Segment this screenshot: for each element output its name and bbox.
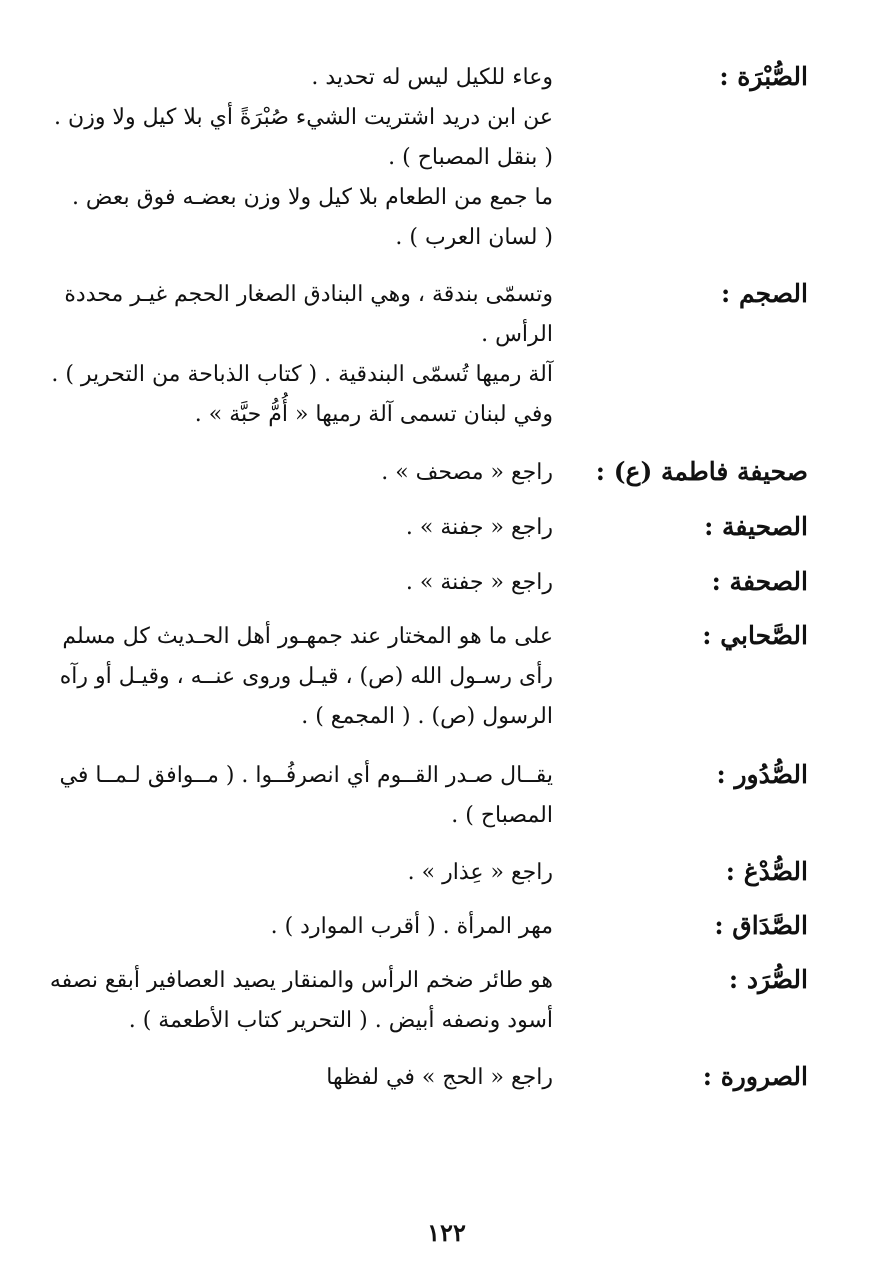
definition-line: ( لسان العرب ) .: [395, 225, 553, 250]
definition-line: الرأس .: [481, 322, 553, 347]
definition-line: رأى رسـول الله (ص) ، قيـل وروى عنــه ، وقيـل أو رآه: [59, 664, 553, 689]
entry-term: الصجم :: [721, 279, 808, 308]
definition-line: وعاء للكيل ليس له تحديد .: [311, 65, 553, 90]
entry-term: الصُّرَد :: [728, 965, 808, 994]
page-number: ١٢٢: [427, 1218, 466, 1247]
entry-definition: [23, 756, 553, 836]
entry-definition: [23, 617, 553, 737]
entry-term: الصَّحابي :: [702, 621, 808, 650]
definition-line: على ما هو المختار عند جمهـور أهل الحـديث كل مسلم: [62, 624, 553, 649]
entry-term: الصحفة :: [711, 567, 808, 596]
entry-term: الصُّدُور :: [716, 760, 808, 789]
definition-line: وفي لبنان تسمى آلة رميها « أُمُّ حبَّة » .: [194, 402, 553, 427]
definition-line: وتسمّى بندقة ، وهي البنادق الصغار الحجم غيـر محددة: [64, 282, 553, 307]
definition-line: راجع « عِذار » .: [407, 860, 553, 885]
entry-term: الصَّدَاق :: [714, 911, 808, 940]
definition-line: أسود ونصفه أبيض . ( التحرير كتاب الأطعمة ) .: [128, 1008, 553, 1033]
entry-definition: [23, 853, 553, 893]
entry-term: الصحيفة :: [704, 512, 808, 541]
entry-definition: [23, 1058, 553, 1098]
definition-line: راجع « جفنة » .: [405, 570, 553, 595]
entry-term: الصرورة :: [702, 1062, 808, 1091]
definition-line: المصباح ) .: [451, 803, 553, 828]
entry-definition: [23, 453, 553, 493]
entry-term: الصُّبْرَة :: [719, 62, 808, 91]
entry-definition: [23, 508, 553, 548]
entry-definition: [23, 275, 553, 435]
definition-line: آلة رميها تُسمّى البندقية . ( كتاب الذباحة من التحرير ) .: [51, 362, 553, 387]
definition-line: مهر المرأة . ( أقرب الموارد ) .: [270, 914, 553, 939]
definition-line: راجع « جفنة » .: [405, 515, 553, 540]
definition-line: يقــال صـدر القــوم أي انصرفُــوا . ( مــوافق لـمــا في: [59, 763, 553, 788]
entry-definition: [23, 961, 553, 1041]
definition-line: هو طائر ضخم الرأس والمنقار يصيد العصافير أبقع نصفه: [49, 968, 553, 993]
entry-term: الصُّدْغ :: [725, 857, 808, 886]
definition-line: الرسول (ص) . ( المجمع ) .: [301, 704, 553, 729]
definition-line: عن ابن دريد اشتريت الشيء صُبْرَةً أي بلا كيل ولا وزن .: [54, 105, 553, 130]
entry-definition: [23, 907, 553, 947]
entry-definition: [23, 563, 553, 603]
entry-term: صحيفة فاطمة (ع) :: [595, 457, 808, 486]
definition-line: ( بنقل المصباح ) .: [388, 145, 553, 170]
definition-line: راجع « مصحف » .: [381, 460, 553, 485]
definition-line: ما جمع من الطعام بلا كيل ولا وزن بعضـه فوق بعض .: [71, 185, 553, 210]
definition-line: راجع « الحج » في لفظها: [326, 1065, 553, 1090]
entry-definition: [23, 58, 553, 258]
